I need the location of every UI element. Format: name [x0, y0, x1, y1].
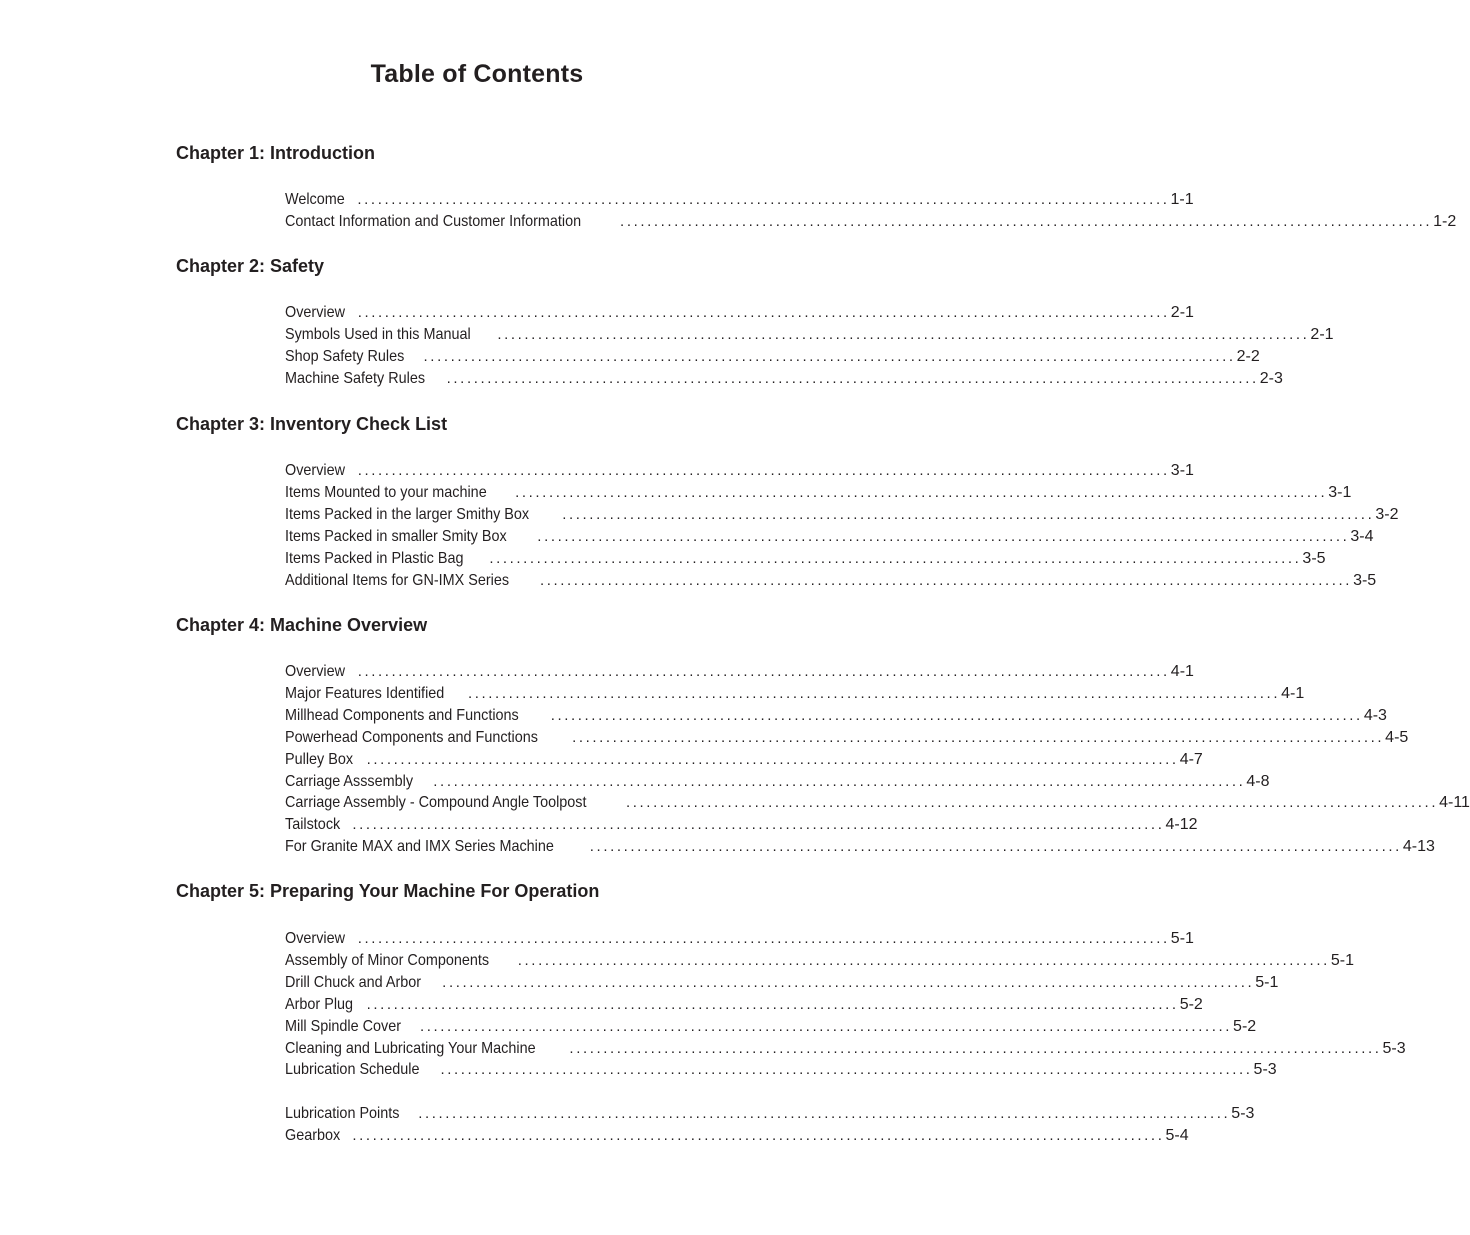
- leader-dots: ........................................................................................................................: [626, 794, 1439, 812]
- toc-entry[interactable]: [285, 705, 1387, 727]
- entry-title: Items Packed in smaller Smity Box: [285, 527, 507, 545]
- leader-dots: ........................................................................................................................: [357, 663, 1170, 680]
- entry-page-number: 3-2: [1375, 505, 1399, 523]
- leader-dots: ........................................................................................................................: [440, 1061, 1253, 1079]
- entry-page-number: 4-3: [1363, 706, 1387, 724]
- toc-entry[interactable]: [285, 368, 1283, 390]
- leader-dots: ........................................................................................................................: [562, 505, 1375, 523]
- entry-page-number: 3-4: [1350, 527, 1374, 545]
- leader-dots: ........................................................................................................................: [433, 772, 1246, 790]
- entry-page-number: 5-3: [1382, 1039, 1406, 1057]
- toc-entry[interactable]: [285, 504, 1399, 526]
- entry-page-number: 5-2: [1233, 1017, 1257, 1035]
- entry-page-number: 4-12: [1165, 816, 1198, 834]
- leader-dots: ........................................................................................................................: [423, 347, 1236, 365]
- entry-title: Carriage Asssembly: [285, 772, 414, 790]
- leader-dots: ........................................................................................................................: [537, 527, 1350, 545]
- toc-entry[interactable]: [285, 661, 1194, 683]
- toc-entry[interactable]: [285, 211, 1457, 233]
- toc-entry[interactable]: [285, 1038, 1406, 1060]
- toc-entry[interactable]: [285, 482, 1352, 504]
- entry-title: Items Packed in Plastic Bag: [285, 549, 464, 567]
- toc-entry[interactable]: [285, 1016, 1257, 1038]
- toc-entry[interactable]: [285, 324, 1334, 346]
- entry-title: Assembly of Minor Components: [285, 951, 490, 969]
- leader-dots: ........................................................................................................................: [569, 1039, 1382, 1057]
- leader-dots: ........................................................................................................................: [357, 304, 1170, 321]
- toc-entry[interactable]: [285, 346, 1260, 368]
- entry-title: Cleaning and Lubricating Your Machine: [285, 1039, 536, 1057]
- entry-title: Items Packed in the larger Smithy Box: [285, 505, 530, 523]
- entry-title: Gearbox: [285, 1127, 341, 1145]
- entry-page-number: 4-13: [1402, 838, 1435, 856]
- entry-title: Overview: [285, 462, 346, 479]
- entry-title: Machine Safety Rules: [285, 369, 426, 387]
- leader-dots: ........................................................................................................................: [419, 1017, 1233, 1035]
- leader-dots: ........................................................................................................................: [539, 571, 1353, 589]
- leader-dots: ........................................................................................................................: [550, 706, 1363, 724]
- entry-title: Tailstock: [285, 816, 341, 834]
- entry-page-number: 4-1: [1281, 684, 1305, 702]
- toc-entry[interactable]: [285, 994, 1203, 1016]
- toc-entry[interactable]: [285, 727, 1409, 749]
- entry-page-number: 5-4: [1165, 1127, 1189, 1145]
- leader-dots: ........................................................................................................................: [446, 369, 1259, 387]
- toc-entry[interactable]: [285, 792, 1470, 814]
- entry-page-number: 5-3: [1231, 1105, 1255, 1123]
- leader-dots: ........................................................................................................................: [357, 191, 1170, 208]
- entry-title: Drill Chuck and Arbor: [285, 973, 422, 991]
- leader-dots: ........................................................................................................................: [489, 549, 1302, 567]
- leader-dots: ........................................................................................................................: [366, 995, 1179, 1013]
- toc-entry[interactable]: [285, 950, 1354, 972]
- toc-entry[interactable]: [285, 526, 1374, 548]
- entry-page-number: 2-3: [1259, 369, 1283, 387]
- entry-page-number: 2-2: [1236, 347, 1260, 365]
- entry-title: Pulley Box: [285, 750, 354, 768]
- entry-page-number: 3-1: [1328, 483, 1352, 501]
- entry-page-number: 5-1: [1170, 930, 1194, 947]
- entry-title: Contact Information and Customer Information: [285, 212, 582, 230]
- entry-page-number: 1-2: [1433, 212, 1457, 230]
- entry-page-number: 2-1: [1170, 304, 1194, 321]
- page-title: Table of Contents: [370, 60, 584, 88]
- entry-title: Additional Items for GN-IMX Series: [285, 571, 510, 589]
- toc-entry[interactable]: [285, 814, 1198, 836]
- entry-page-number: 5-3: [1253, 1061, 1277, 1079]
- entry-title: Symbols Used in this Manual: [285, 325, 471, 343]
- entry-page-number: 2-1: [1310, 325, 1334, 343]
- leader-dots: ........................................................................................................................: [620, 212, 1433, 230]
- entry-page-number: 5-2: [1179, 995, 1203, 1013]
- entry-title: Powerhead Components and Functions: [285, 728, 538, 746]
- entry-page-number: 4-11: [1439, 794, 1470, 812]
- toc-entry[interactable]: [285, 972, 1279, 994]
- leader-dots: ........................................................................................................................: [352, 1127, 1165, 1145]
- leader-dots: ........................................................................................................................: [352, 816, 1165, 834]
- entry-title: Carriage Assembly - Compound Angle Toolpost: [285, 794, 587, 812]
- chapter-heading: Chapter 5: Preparing Your Machine For Operation: [176, 881, 600, 901]
- entry-title: Lubrication Points: [285, 1105, 400, 1123]
- entry-page-number: 5-1: [1255, 973, 1279, 991]
- leader-dots: ........................................................................................................................: [418, 1105, 1231, 1123]
- leader-dots: ........................................................................................................................: [497, 325, 1310, 343]
- leader-dots: ........................................................................................................................: [572, 728, 1385, 746]
- toc-entry[interactable]: [285, 1125, 1189, 1147]
- entry-title: Overview: [285, 304, 346, 321]
- entry-page-number: 4-5: [1385, 728, 1409, 746]
- entry-title: Items Mounted to your machine: [285, 483, 487, 501]
- entry-title: Major Features Identified: [285, 684, 445, 702]
- entry-title: Welcome: [285, 191, 345, 208]
- toc-entry[interactable]: [285, 570, 1377, 592]
- entry-page-number: 3-5: [1302, 549, 1326, 567]
- leader-dots: ........................................................................................................................: [442, 973, 1255, 991]
- toc-entry[interactable]: [285, 548, 1326, 570]
- leader-dots: ........................................................................................................................: [589, 838, 1402, 856]
- entry-page-number: 3-5: [1353, 571, 1377, 589]
- toc-entry[interactable]: [285, 460, 1194, 482]
- entry-page-number: 4-8: [1246, 772, 1270, 790]
- entry-title: Lubrication Schedule: [285, 1061, 420, 1079]
- leader-dots: ........................................................................................................................: [517, 951, 1330, 969]
- toc-entry[interactable]: [285, 749, 1203, 771]
- chapter-heading: Chapter 3: Inventory Check List: [176, 414, 448, 434]
- toc-entry[interactable]: [285, 189, 1194, 211]
- entry-title: Mill Spindle Cover: [285, 1017, 402, 1035]
- chapter-heading: Chapter 4: Machine Overview: [176, 615, 428, 635]
- toc-entry[interactable]: [285, 302, 1194, 324]
- entry-page-number: 5-1: [1330, 951, 1354, 969]
- leader-dots: ........................................................................................................................: [357, 930, 1170, 947]
- entry-title: Millhead Components and Functions: [285, 706, 519, 724]
- entry-page-number: 4-7: [1179, 750, 1203, 768]
- leader-dots: ........................................................................................................................: [366, 750, 1179, 768]
- chapter-heading: Chapter 2: Safety: [176, 256, 325, 276]
- toc-entry[interactable]: [285, 836, 1435, 858]
- entry-page-number: 3-1: [1170, 462, 1194, 479]
- leader-dots: ........................................................................................................................: [357, 462, 1170, 479]
- entry-title: Overview: [285, 663, 346, 680]
- toc-entry[interactable]: [285, 683, 1305, 705]
- entry-title: Arbor Plug: [285, 995, 354, 1013]
- toc-entry[interactable]: [285, 928, 1194, 950]
- entry-page-number: 4-1: [1170, 663, 1194, 680]
- entry-page-number: 1-1: [1170, 191, 1194, 208]
- toc-entry[interactable]: [285, 1103, 1255, 1125]
- toc-entry[interactable]: [285, 1059, 1277, 1081]
- entry-title: Shop Safety Rules: [285, 347, 405, 365]
- entry-title: For Granite MAX and IMX Series Machine: [285, 838, 554, 856]
- leader-dots: ........................................................................................................................: [467, 684, 1281, 702]
- toc-entry[interactable]: [285, 771, 1270, 793]
- leader-dots: ........................................................................................................................: [515, 483, 1328, 501]
- chapter-heading: Chapter 1: Introduction: [176, 143, 375, 163]
- entry-title: Overview: [285, 930, 346, 947]
